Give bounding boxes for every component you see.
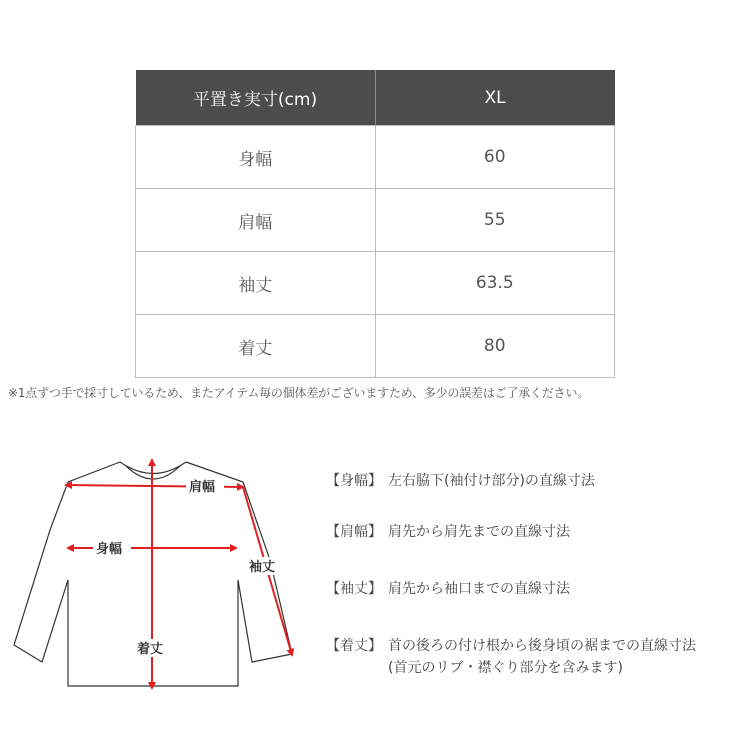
legend-tag: 【肩幅】 xyxy=(326,524,382,540)
table-header-label: 平置き実寸(cm) xyxy=(136,70,376,126)
table-row xyxy=(136,189,615,252)
legend-item-shoulder xyxy=(326,521,750,543)
body-width-label: 身幅 xyxy=(96,542,123,557)
row-value: 60 xyxy=(375,126,615,189)
size-table xyxy=(135,70,615,378)
table-row xyxy=(136,252,615,315)
shoulder-label: 肩幅 xyxy=(189,480,216,495)
length-label: 着丈 xyxy=(137,642,164,657)
row-label: 身幅 xyxy=(136,126,376,189)
measurement-legend xyxy=(326,470,750,679)
legend-desc: 左右脇下(袖付け部分)の直線寸法 xyxy=(388,473,595,489)
row-value: 80 xyxy=(375,315,615,378)
legend-item-sleeve xyxy=(326,578,750,600)
legend-desc: 肩先から肩先までの直線寸法 xyxy=(388,524,570,540)
legend-subnote: (首元のリブ・襟ぐり部分を含みます) xyxy=(388,660,623,676)
sleeve-label: 袖丈 xyxy=(249,560,276,575)
table-header-size: XL xyxy=(375,70,615,126)
legend-desc: 首の後ろの付け根から後身頃の裾までの直線寸法 xyxy=(388,638,696,654)
legend-item-length xyxy=(326,635,750,679)
row-label: 肩幅 xyxy=(136,189,376,252)
table-header-row xyxy=(136,70,615,126)
shirt-diagram xyxy=(0,440,310,700)
legend-tag: 【袖丈】 xyxy=(326,581,382,597)
row-value: 63.5 xyxy=(375,252,615,315)
row-label: 着丈 xyxy=(136,315,376,378)
row-value: 55 xyxy=(375,189,615,252)
legend-tag: 【着丈】 xyxy=(326,638,382,654)
table-row xyxy=(136,126,615,189)
row-label: 袖丈 xyxy=(136,252,376,315)
table-row xyxy=(136,315,615,378)
legend-item-body-width xyxy=(326,470,750,492)
legend-desc: 肩先から袖口までの直線寸法 xyxy=(388,581,570,597)
legend-tag: 【身幅】 xyxy=(326,473,382,489)
measurement-note: ※1点ずつ手で採寸しているため、またアイテム毎の個体差がございますため、多少の誤差はご了承ください。 xyxy=(8,386,590,400)
